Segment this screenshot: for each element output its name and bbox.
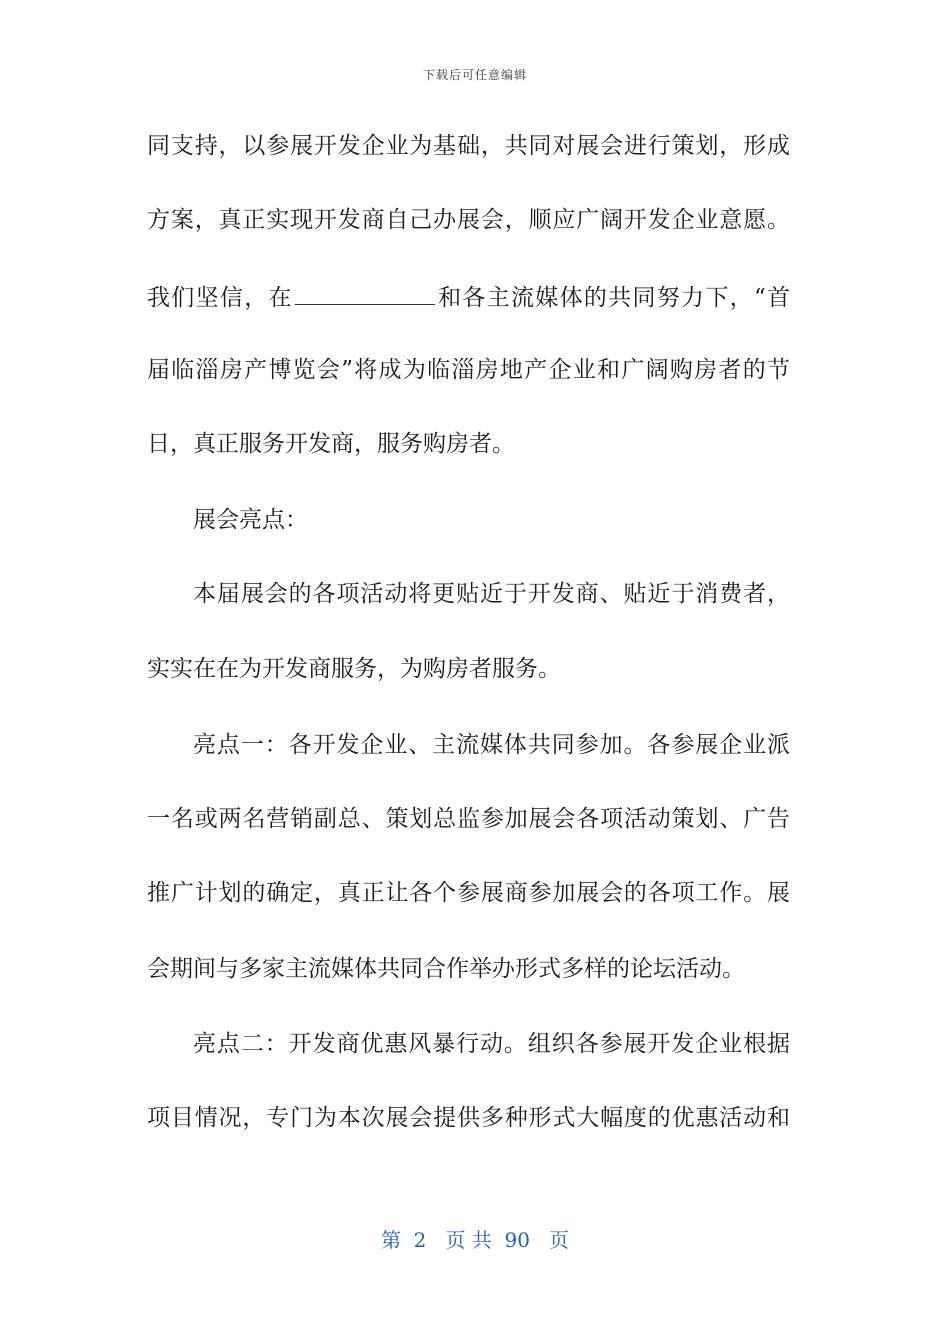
page-footer: 第 2 页 共 90 页 [380,1228,570,1252]
paragraph-text: 我们坚信，在 [147,285,293,311]
section-heading: 展会亮点： [193,507,308,533]
paragraph-line: 方案，真正实现开发商自己办展会，顺应广阔开发企业意愿。 [147,207,790,233]
paragraph-line: 项目情况，专门为本次展会提供多种形式大幅度的优惠活动和 [147,1105,790,1131]
paragraph-line: 亮点二：开发商优惠风暴行动。组织各参展开发企业根据 [193,1031,790,1057]
paragraph-line: 实实在在为开发商服务，为购房者服务。 [147,656,561,682]
paragraph-line: 一名或两名营销副总、策划总监参加展会各项活动策划、广告 [147,806,790,832]
paragraph-line: 届临淄房产博览会”将成为临淄房地产企业和广阔购房者的节 [147,357,790,383]
paragraph-line: 日，真正服务开发商，服务购房者。 [147,431,515,457]
fill-in-blank [295,282,435,305]
paragraph-line: 亮点一：各开发企业、主流媒体共同参加。各参展企业派 [193,732,790,758]
paragraph-line-with-blank [147,282,790,313]
paragraph-line: 同支持，以参展开发企业为基础，共同对展会进行策划，形成 [147,133,790,159]
paragraph-line: 本届展会的各项活动将更贴近于开发商、贴近于消费者， [193,581,790,607]
paragraph-line: 推广计划的确定，真正让各个参展商参加展会的各项工作。展 [147,880,790,906]
paragraph-line: 会期间与多家主流媒体共同合作举办形式多样的论坛活动。 [147,956,745,982]
paragraph-text: 和各主流媒体的共同努力下，“首 [436,285,790,311]
page-header: 下载后可任意编辑 [422,68,527,82]
